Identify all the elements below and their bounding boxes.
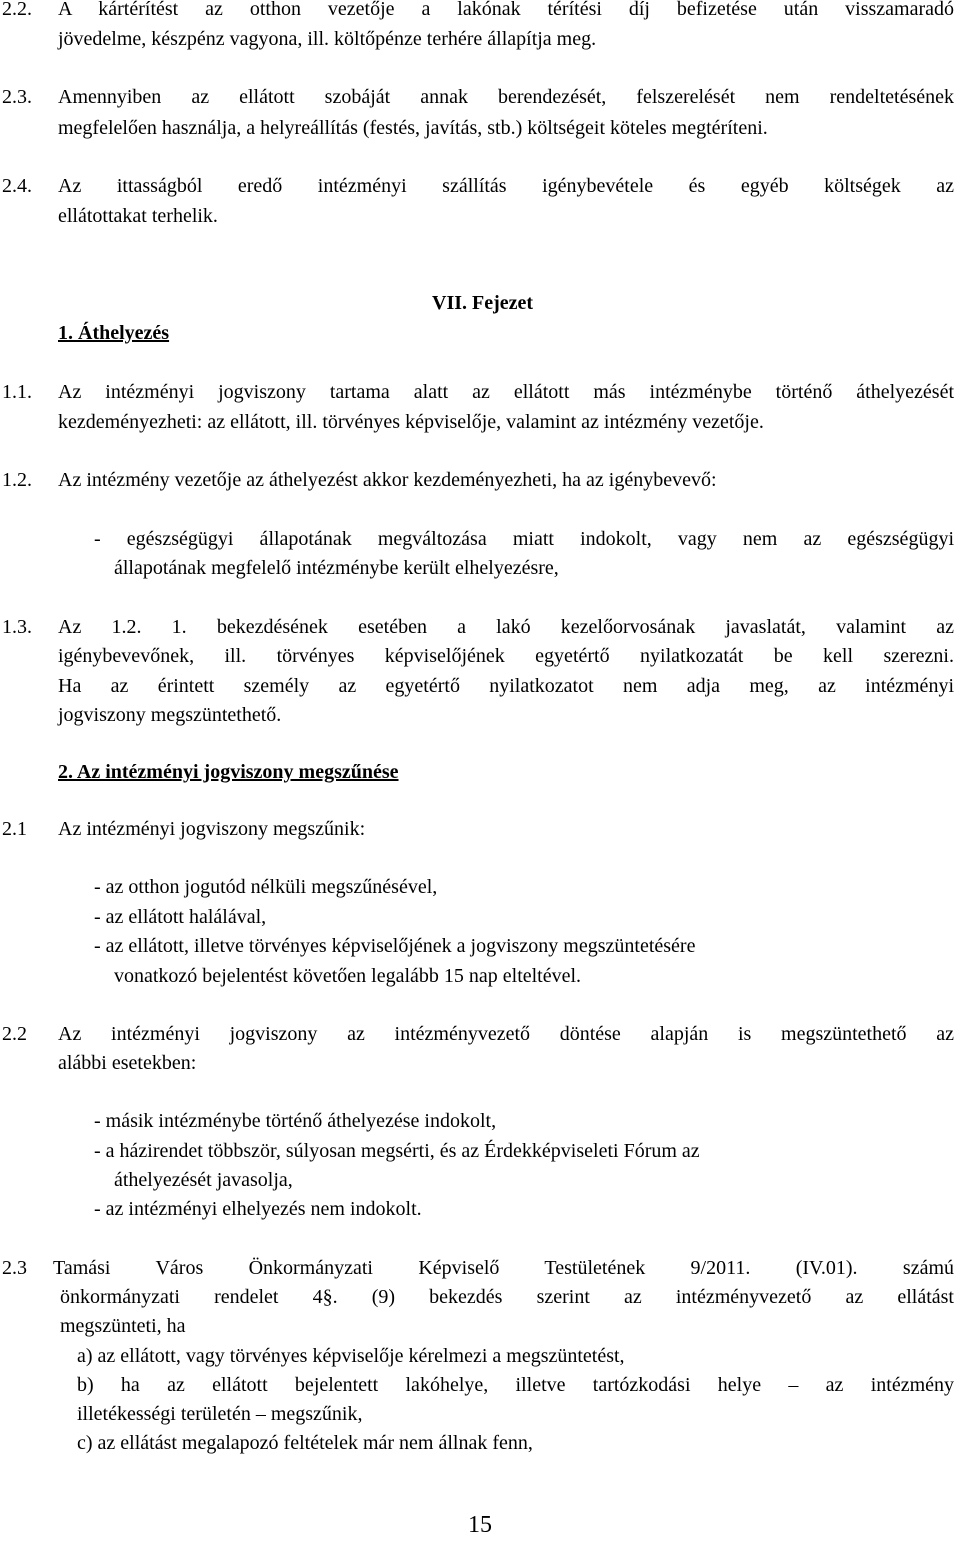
list-item-continuation: állapotának megfelelő intézménybe került elhelyezésre,: [114, 557, 559, 579]
list-item: - a házirendet többször, súlyosan megsérti, és az Érdekképviseleti Fórum az: [94, 1140, 700, 1162]
list-item-continuation: vonatkozó bejelentést követően legalább 15 nap elteltével.: [114, 965, 582, 987]
paragraph-number: 2.2: [2, 1023, 27, 1045]
paragraph-line: Az 1.2. 1. bekezdésének esetében a lakó kezelőorvosának javaslatát, valamint az: [58, 616, 954, 638]
paragraph-line: Az intézmény vezetője az áthelyezést akkor kezdeményezheti, ha az igénybevevő:: [58, 469, 717, 491]
paragraph-number: 2.2.: [2, 0, 32, 20]
paragraph-line: A kártérítést az otthon vezetője a lakónak térítési díj befizetése után visszamaradó: [58, 0, 954, 20]
paragraph-line: alábbi esetekben:: [58, 1052, 197, 1074]
paragraph-number: 2.3.: [2, 86, 32, 108]
paragraph-line: Az intézményi jogviszony az intézményvezető döntése alapján is megszüntethető az: [58, 1023, 954, 1045]
paragraph-line: Az intézményi jogviszony tartama alatt az ellátott más intézménybe történő áthelyezését: [58, 381, 954, 403]
list-item: - az ellátott, illetve törvényes képviselőjének a jogviszony megszüntetésére: [94, 935, 696, 957]
paragraph-line: Az intézményi jogviszony megszűnik:: [58, 818, 366, 840]
section-heading: 2. Az intézményi jogviszony megszűnése: [58, 761, 399, 783]
paragraph-number: 1.1.: [2, 381, 32, 403]
list-item-continuation: illetékességi területén – megszűnik,: [77, 1403, 363, 1425]
list-item: - az ellátott halálával,: [94, 906, 267, 928]
list-item: - az otthon jogutód nélküli megszűnésével,: [94, 876, 438, 898]
paragraph-line: megszünteti, ha: [60, 1315, 186, 1337]
paragraph-line: ellátottakat terhelik.: [58, 205, 218, 227]
list-item: - egészségügyi állapotának megváltozása miatt indokolt, vagy nem az egészségügyi: [94, 528, 954, 550]
list-item: b) ha az ellátott bejelentett lakóhelye, illetve tartózkodási helye – az intézmény: [77, 1374, 954, 1396]
paragraph-line: Ha az érintett személy az egyetértő nyilatkozatot nem adja meg, az intézményi: [58, 675, 954, 697]
paragraph-line: megfelelően használja, a helyreállítás (festés, javítás, stb.) költségeit köteles megtéríteni.: [58, 117, 768, 139]
list-item: c) az ellátást megalapozó feltételek már nem állnak fenn,: [77, 1432, 533, 1454]
paragraph-line: igénybevevőnek, ill. törvényes képviselőjének egyetértő nyilatkozatát be kell szerezni.: [58, 645, 954, 667]
paragraph-line: jogviszony megszüntethető.: [58, 704, 282, 726]
section-heading: 1. Áthelyezés: [58, 322, 170, 344]
list-item: - másik intézménybe történő áthelyezése indokolt,: [94, 1110, 497, 1132]
paragraph-line: Az ittasságból eredő intézményi szállítás igénybevétele és egyéb költségek az: [58, 175, 954, 197]
paragraph-number: 2.4.: [2, 175, 32, 197]
paragraph-line: Tamási Város Önkormányzati Képviselő Testületének 9/2011. (IV.01). számú: [53, 1257, 954, 1279]
paragraph-number: 2.3: [2, 1257, 27, 1279]
page-number: 15: [468, 1512, 492, 1538]
list-item: a) az ellátott, vagy törvényes képviselője kérelmezi a megszüntetést,: [77, 1345, 625, 1367]
paragraph-number: 2.1: [2, 818, 27, 840]
paragraph-line: önkormányzati rendelet 4§. (9) bekezdés szerint az intézményvezető az ellátást: [60, 1286, 954, 1308]
paragraph-line: Amennyiben az ellátott szobáját annak berendezését, felszerelését nem rendeltetésének: [58, 86, 954, 108]
paragraph-line: kezdeményezheti: az ellátott, ill. törvényes képviselője, valamint az intézmény vezetője.: [58, 411, 764, 433]
list-item-continuation: áthelyezését javasolja,: [114, 1169, 293, 1191]
chapter-heading: VII. Fejezet: [432, 292, 534, 314]
list-item: - az intézményi elhelyezés nem indokolt.: [94, 1198, 422, 1220]
paragraph-number: 1.2.: [2, 469, 32, 491]
paragraph-line: jövedelme, készpénz vagyona, ill. költőpénze terhére állapítja meg.: [58, 28, 597, 50]
paragraph-number: 1.3.: [2, 616, 32, 638]
